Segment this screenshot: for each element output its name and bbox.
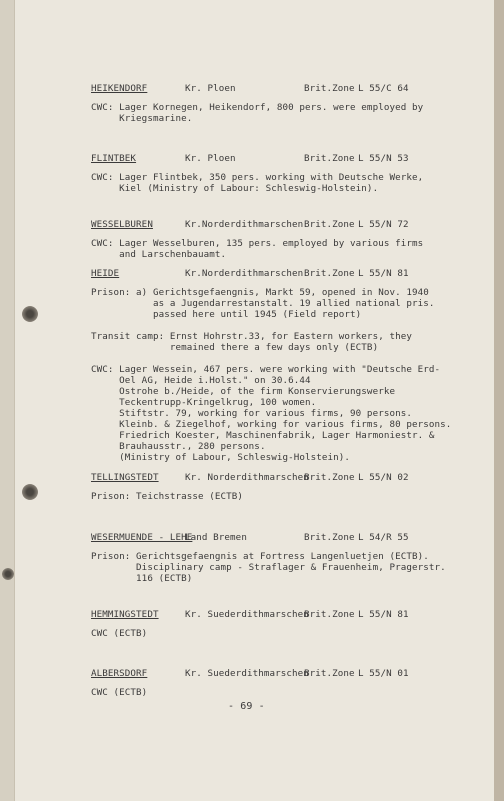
entry-place-name: HEMMINGSTEDT xyxy=(91,609,159,620)
entry-place-name: ALBERSDORF xyxy=(91,668,148,679)
entry-reference: L 55/N 02 xyxy=(358,472,409,483)
entry-place-name: WESERMUENDE - LEHE xyxy=(91,532,193,543)
entry-district: Kr. Ploen xyxy=(185,83,236,94)
entry-text-line: Kriegsmarine. xyxy=(91,113,193,124)
entry-district: Land Bremen xyxy=(185,532,247,543)
entry-text-line: Oel AG, Heide i.Holst." on 30.6.44 xyxy=(91,375,311,386)
entry-place-name: HEIDE xyxy=(91,268,120,279)
entry-text-line: CWC: Lager Wessein, 467 pers. were working with "Deutsche Erd- xyxy=(91,364,441,375)
entry-district: Kr. Suederdithmarschen xyxy=(185,668,309,679)
entry-text-line: Brauhausstr., 280 persons. xyxy=(91,441,266,452)
entry-text-line: Kleinb. & Ziegelhof, working for various firms, 80 persons. xyxy=(91,419,452,430)
entry-district: Kr.Norderdithmarschen xyxy=(185,268,304,279)
entry-district: Kr. Suederdithmarschen xyxy=(185,609,309,620)
entry-text-line: Kiel (Ministry of Labour: Schleswig-Holstein). xyxy=(91,183,379,194)
entry-text-line: (Ministry of Labour, Schleswig-Holstein). xyxy=(91,452,351,463)
page-edge xyxy=(494,0,504,801)
entry-zone: Brit.Zone xyxy=(304,153,355,164)
entry-zone: Brit.Zone xyxy=(304,219,355,230)
entry-text-line: CWC: Lager Flintbek, 350 pers. working with Deutsche Werke, xyxy=(91,172,424,183)
entry-text-line: Teckentrupp-Kringelkrug, 100 women. xyxy=(91,397,317,408)
entry-district: Kr. Norderdithmarschen xyxy=(185,472,309,483)
entry-reference: L 54/R 55 xyxy=(358,532,409,543)
punch-hole xyxy=(2,568,14,580)
entry-text-line: Prison: Teichstrasse (ECTB) xyxy=(91,491,244,502)
entry-text-line: and Larschenbauamt. xyxy=(91,249,227,260)
entry-place-name: FLINTBEK xyxy=(91,153,137,164)
entry-text-line: CWC: Lager Kornegen, Heikendorf, 800 pers. were employed by xyxy=(91,102,424,113)
entry-reference: L 55/N 53 xyxy=(358,153,409,164)
entry-reference: L 55/N 01 xyxy=(358,668,409,679)
entry-reference: L 55/N 81 xyxy=(358,268,409,279)
entry-reference: L 55/N 81 xyxy=(358,609,409,620)
entry-text-line: 116 (ECTB) xyxy=(91,573,193,584)
entry-place-name: WESSELBUREN xyxy=(91,219,153,230)
punch-hole xyxy=(22,484,38,500)
entry-zone: Brit.Zone xyxy=(304,668,355,679)
page-binding xyxy=(0,0,15,801)
entry-zone: Brit.Zone xyxy=(304,83,355,94)
entry-place-name: TELLINGSTEDT xyxy=(91,472,159,483)
entry-zone: Brit.Zone xyxy=(304,472,355,483)
entry-text-line: Disciplinary camp - Straflager & Frauenheim, Pragerstr. xyxy=(91,562,446,573)
entry-district: Kr. Ploen xyxy=(185,153,236,164)
entry-text-line: CWC: Lager Wesselburen, 135 pers. employed by various firms xyxy=(91,238,424,249)
entry-zone: Brit.Zone xyxy=(304,532,355,543)
punch-hole xyxy=(22,306,38,322)
entry-district: Kr.Norderdithmarschen xyxy=(185,219,304,230)
entry-text-line: Stiftstr. 79, working for various firms, 90 persons. xyxy=(91,408,412,419)
entry-text-line: as a Jugendarrestanstalt. 19 allied national pris. xyxy=(91,298,435,309)
page-number: - 69 - xyxy=(228,701,265,712)
entry-reference: L 55/C 64 xyxy=(358,83,409,94)
entry-text-line: Prison: a) Gerichtsgefaengnis, Markt 59, opened in Nov. 1940 xyxy=(91,287,429,298)
entry-text-line: Prison: Gerichtsgefaengnis at Fortress Langenluetjen (ECTB). xyxy=(91,551,429,562)
entry-text-line: Friedrich Koester, Maschinenfabrik, Lager Harmoniestr. & xyxy=(91,430,435,441)
entry-text-line: passed here until 1945 (Field report) xyxy=(91,309,362,320)
entry-text-line: CWC (ECTB) xyxy=(91,687,148,698)
entry-text-line: Ostrohe b./Heide, of the firm Konservierungswerke xyxy=(91,386,396,397)
entry-place-name: HEIKENDORF xyxy=(91,83,148,94)
entry-text-line: CWC (ECTB) xyxy=(91,628,148,639)
entry-zone: Brit.Zone xyxy=(304,268,355,279)
entry-reference: L 55/N 72 xyxy=(358,219,409,230)
entry-zone: Brit.Zone xyxy=(304,609,355,620)
entry-text-line: Transit camp: Ernst Hohrstr.33, for Eastern workers, they xyxy=(91,331,412,342)
entry-text-line: remained there a few days only (ECTB) xyxy=(91,342,379,353)
